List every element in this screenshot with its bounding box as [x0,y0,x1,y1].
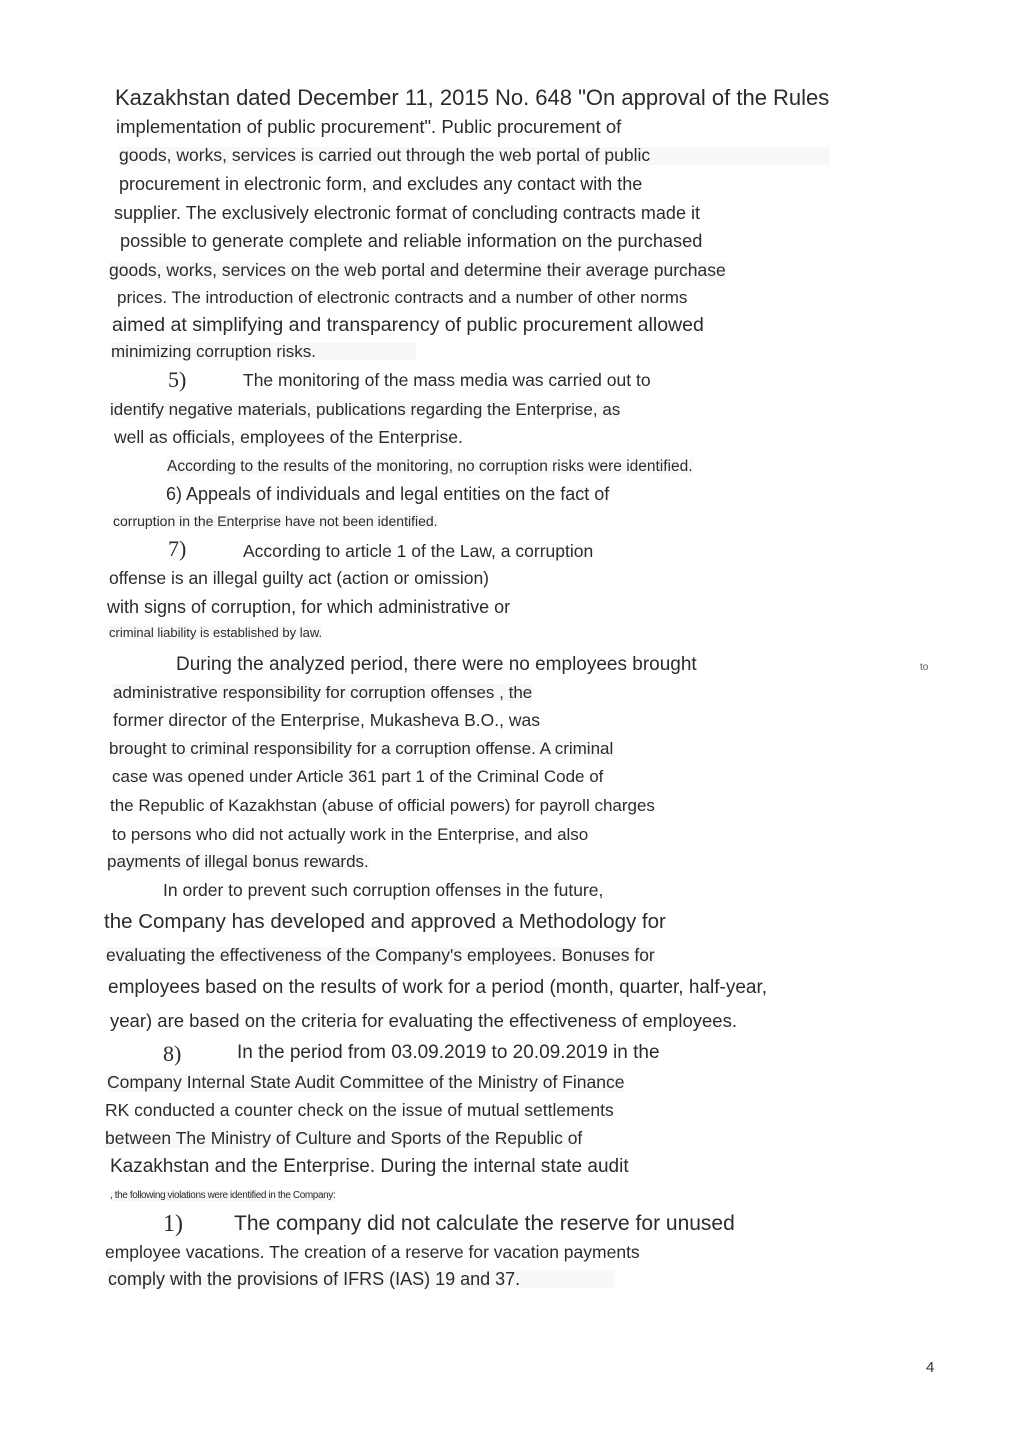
text-line: criminal liability is established by law. [109,625,323,640]
page-number: 4 [926,1359,935,1376]
text-line: employees based on the results of work for a period (month, quarter, half-year, [108,977,768,998]
text-line: case was opened under Article 361 part 1 of the Criminal Code of [112,767,604,786]
margin-note: to [920,662,929,673]
text-line: , the following violations were identified in the Company: [110,1190,336,1201]
text-line: brought to criminal responsibility for a corruption offense. A criminal [109,739,614,758]
text-line: former director of the Enterprise, Mukasheva B.O., was [113,710,540,730]
text-line: During the analyzed period, there were no employees brought [176,654,697,675]
text-line: In the period from 03.09.2019 to 20.09.2019 in the [237,1042,660,1063]
text-line: administrative responsibility for corruption offenses , the [113,683,533,702]
text-line: The company did not calculate the reserve for unused [234,1212,735,1235]
text-line: the Republic of Kazakhstan (abuse of official powers) for payroll charges [110,796,655,815]
text-line: Company Internal State Audit Committee of the Ministry of Finance [107,1072,625,1092]
text-line: evaluating the effectiveness of the Company's employees. Bonuses for [106,945,655,965]
text-line: supplier. The exclusively electronic format of concluding contracts made it [114,203,700,223]
text-line: Kazakhstan and the Enterprise. During the internal state audit [110,1156,629,1177]
text-line: 6) Appeals of individuals and legal entities on the fact of [166,484,610,504]
text-line: According to the results of the monitoring, no corruption risks were identified. [167,458,693,475]
text-line: the Company has developed and approved a Methodology for [104,910,666,933]
text-line: RK conducted a counter check on the issue of mutual settlements [105,1100,614,1120]
item-number: 7) [168,536,187,561]
text-line: aimed at simplifying and transparency of public procurement allowed [112,314,704,336]
text-line: offense is an illegal guilty act (action or omission) [109,568,490,588]
item-number: 1) [163,1211,183,1237]
item-number: 5) [168,367,187,392]
text-line: implementation of public procurement". Public procurement of [116,116,622,137]
text-line: comply with the provisions of IFRS (IAS) 19 and 37. [108,1270,615,1288]
text-line: In order to prevent such corruption offenses in the future, [163,880,604,900]
text-line: The monitoring of the mass media was carried out to [243,370,651,390]
text-line: corruption in the Enterprise have not been identified. [113,513,438,529]
text-line: procurement in electronic form, and excludes any contact with the [119,174,643,194]
text-line: According to article 1 of the Law, a corruption [243,541,594,561]
text-line: employee vacations. The creation of a reserve for vacation payments [105,1242,640,1262]
text-line: goods, works, services is carried out through the web portal of public [119,147,830,165]
text-line: possible to generate complete and reliable information on the purchased [120,231,703,251]
text-line: payments of illegal bonus rewards. [107,852,369,871]
text-line: with signs of corruption, for which administrative or [107,597,511,617]
text-line: Kazakhstan dated December 11, 2015 No. 648 "On approval of the Rules [115,85,830,110]
text-line: minimizing corruption risks. [111,343,416,360]
text-line: well as officials, employees of the Enterprise. [114,427,463,447]
text-line: year) are based on the criteria for evaluating the effectiveness of employees. [110,1010,737,1031]
text-line: between The Ministry of Culture and Sports of the Republic of [105,1128,583,1148]
text-line: to persons who did not actually work in the Enterprise, and also [112,825,589,844]
text-line: goods, works, services on the web portal and determine their average purchase [109,260,726,280]
item-number: 8) [163,1041,182,1066]
text-line: identify negative materials, publications regarding the Enterprise, as [110,400,621,419]
text-line: prices. The introduction of electronic contracts and a number of other norms [117,288,688,307]
